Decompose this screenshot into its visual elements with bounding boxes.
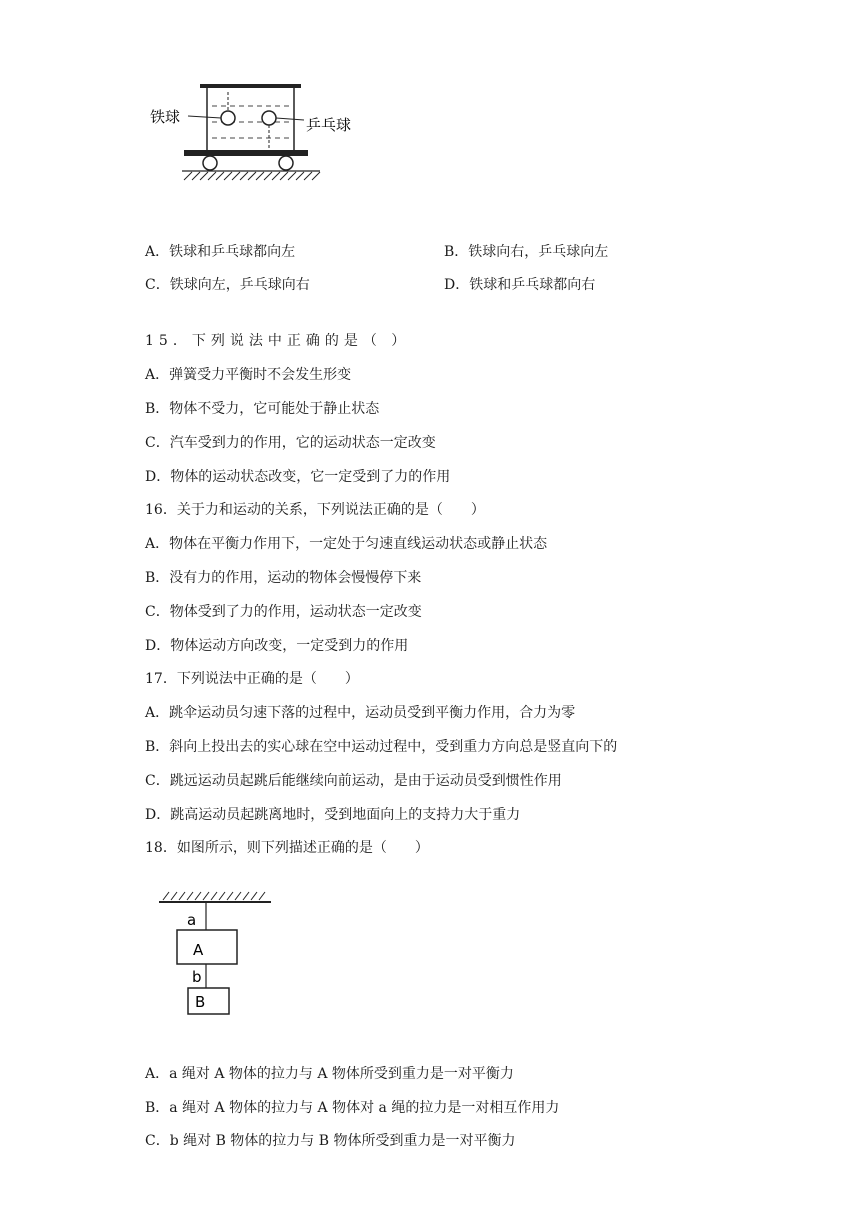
- q16-option-b: B．没有力的作用，运动的物体会慢慢停下来: [145, 570, 422, 586]
- q15-stem: 15．下列说法中正确的是（ ）: [145, 333, 411, 349]
- q16-option-c: C．物体受到了力的作用，运动状态一定改变: [145, 604, 422, 620]
- q16-option-d: D．物体运动方向改变，一定受到力的作用: [145, 638, 409, 654]
- q14-option-d: D．铁球和乒乓球都向右: [444, 277, 596, 293]
- q15-option-a: A．弹簧受力平衡时不会发生形变: [145, 367, 352, 383]
- q17-stem: 17．下列说法中正确的是（ ）: [145, 671, 359, 687]
- q17-option-b: B．斜向上投出去的实心球在空中运动过程中，受到重力方向总是竖直向下的: [145, 739, 618, 755]
- q15-option-c: C．汽车受到力的作用，它的运动状态一定改变: [145, 435, 436, 451]
- q14-option-b: B．铁球向右，乒乓球向左: [444, 244, 609, 260]
- iron-ball-label: 铁球: [150, 108, 181, 126]
- rope-b-label: b: [192, 968, 202, 986]
- q14-option-a: A．铁球和乒乓球都向左: [145, 244, 296, 260]
- q15-option-d: D．物体的运动状态改变，它一定受到了力的作用: [145, 469, 451, 485]
- pingpong-ball-label: 乒乓球: [306, 116, 352, 134]
- q18-option-b: B．a 绳对 A 物体的拉力与 A 物体对 a 绳的拉力是一对相互作用力: [145, 1100, 560, 1116]
- hanging-blocks-figure: [155, 888, 280, 1020]
- cart-figure: [140, 78, 380, 188]
- q14-option-c: C．铁球向左，乒乓球向右: [145, 277, 310, 293]
- rope-a-label: a: [187, 911, 197, 929]
- q17-option-a: A．跳伞运动员匀速下落的过程中，运动员受到平衡力作用，合力为零: [145, 705, 576, 721]
- q18-stem: 18．如图所示，则下列描述正确的是（ ）: [145, 840, 429, 856]
- q17-option-d: D．跳高运动员起跳离地时，受到地面向上的支持力大于重力: [145, 807, 521, 823]
- q18-option-a: A．a 绳对 A 物体的拉力与 A 物体所受到重力是一对平衡力: [145, 1066, 514, 1082]
- pingpong-ball-icon: [262, 111, 276, 125]
- block-a-label: A: [193, 941, 204, 959]
- q15-option-b: B．物体不受力，它可能处于静止状态: [145, 401, 380, 417]
- q18-option-c: C．b 绳对 B 物体的拉力与 B 物体所受到重力是一对平衡力: [145, 1133, 516, 1149]
- q16-stem: 16．关于力和运动的关系，下列说法正确的是（ ）: [145, 502, 485, 518]
- block-b-label: B: [195, 993, 206, 1011]
- q16-option-a: A．物体在平衡力作用下，一定处于匀速直线运动状态或静止状态: [145, 536, 548, 552]
- q17-option-c: C．跳远运动员起跳后能继续向前运动，是由于运动员受到惯性作用: [145, 773, 562, 789]
- iron-ball-icon: [221, 111, 235, 125]
